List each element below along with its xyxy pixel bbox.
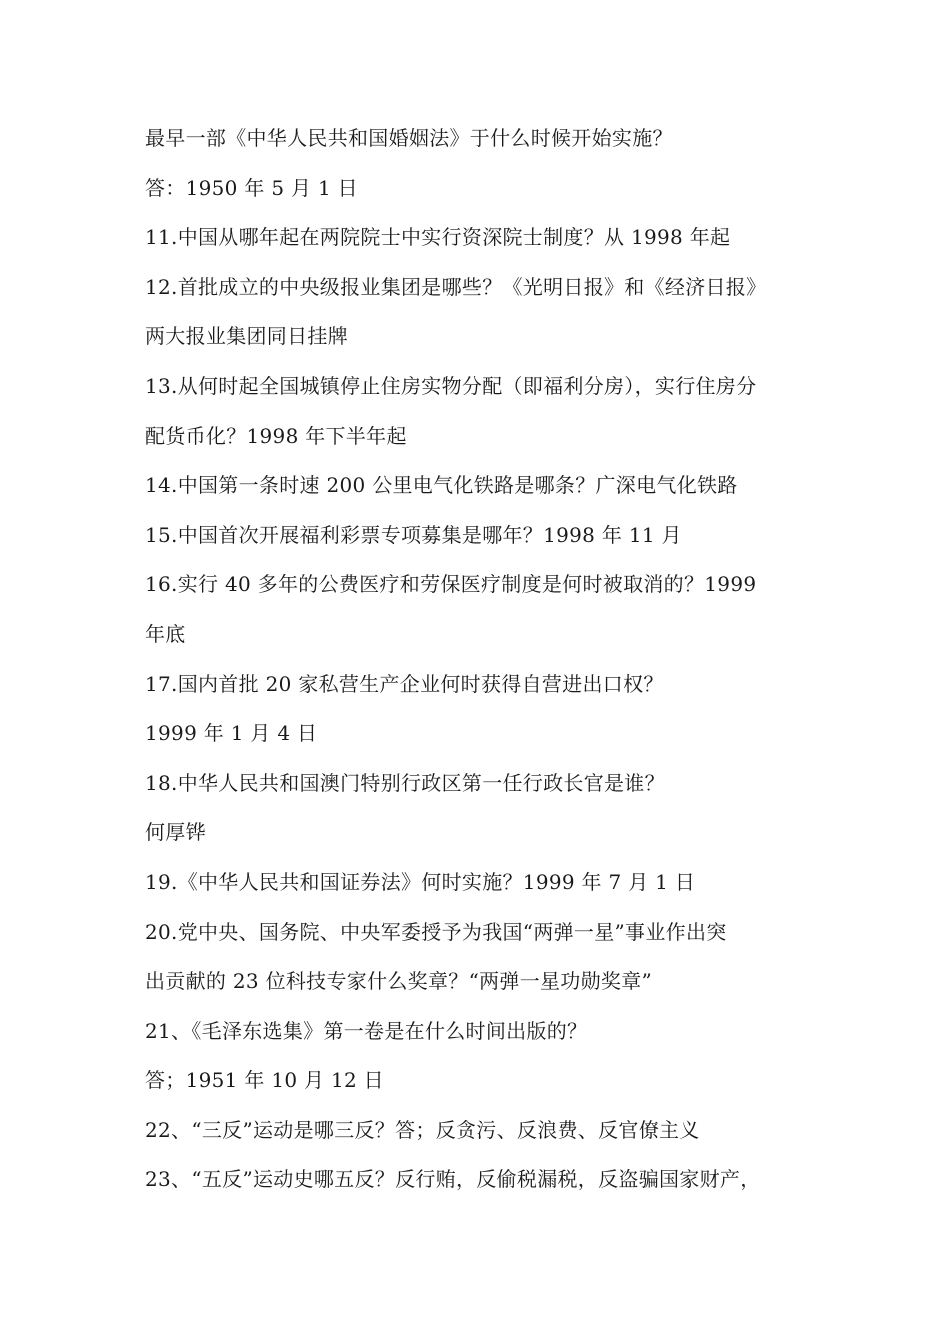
text-line: 20.党中央、国务院、中央军委授予为我国“两弹一星”事业作出突	[145, 919, 727, 944]
text-line: 23、“五反”运动史哪五反？反行贿，反偷税漏税，反盗骗国家财产，	[145, 1167, 761, 1192]
text-line: 何厚铧	[145, 820, 206, 845]
text-line: 11.中国从哪年起在两院院士中实行资深院士制度？从 1998 年起	[145, 225, 731, 250]
text-line: 13.从何时起全国城镇停止住房实物分配（即福利分房），实行住房分	[145, 373, 757, 398]
text-line: 18.中华人民共和国澳门特别行政区第一任行政长官是谁？	[145, 770, 665, 795]
text-line: 16.实行 40 多年的公费医疗和劳保医疗制度是何时被取消的？1999	[145, 572, 757, 597]
text-line: 配货币化？1998 年下半年起	[145, 423, 407, 448]
text-line: 14.中国第一条时速 200 公里电气化铁路是哪条？广深电气化铁路	[145, 473, 738, 498]
text-line: 出贡献的 23 位科技专家什么奖章？“两弹一星功勋奖章”	[145, 969, 653, 994]
text-line: 19.《中华人民共和国证券法》何时实施？1999 年 7 月 1 日	[145, 869, 696, 894]
text-line: 1999 年 1 月 4 日	[145, 721, 318, 746]
text-line: 12.首批成立的中央级报业集团是哪些？《光明日报》和《经济日报》	[145, 274, 767, 299]
text-line: 22、“三反”运动是哪三反？答；反贪污、反浪费、反官僚主义	[145, 1117, 700, 1142]
text-line: 15.中国首次开展福利彩票专项募集是哪年？1998 年 11 月	[145, 522, 682, 547]
text-line: 答：1950 年 5 月 1 日	[145, 175, 358, 200]
text-line: 答；1951 年 10 月 12 日	[145, 1068, 384, 1093]
text-line: 年底	[145, 621, 186, 646]
text-line: 最早一部《中华人民共和国婚姻法》于什么时候开始实施？	[145, 126, 673, 150]
document-body	[145, 114, 825, 1205]
text-line: 21、《毛泽东选集》第一卷是在什么时间出版的？	[145, 1018, 588, 1043]
text-line: 两大报业集团同日挂牌	[145, 324, 348, 349]
text-line: 17.国内首批 20 家私营生产企业何时获得自营进出口权？	[145, 671, 664, 696]
